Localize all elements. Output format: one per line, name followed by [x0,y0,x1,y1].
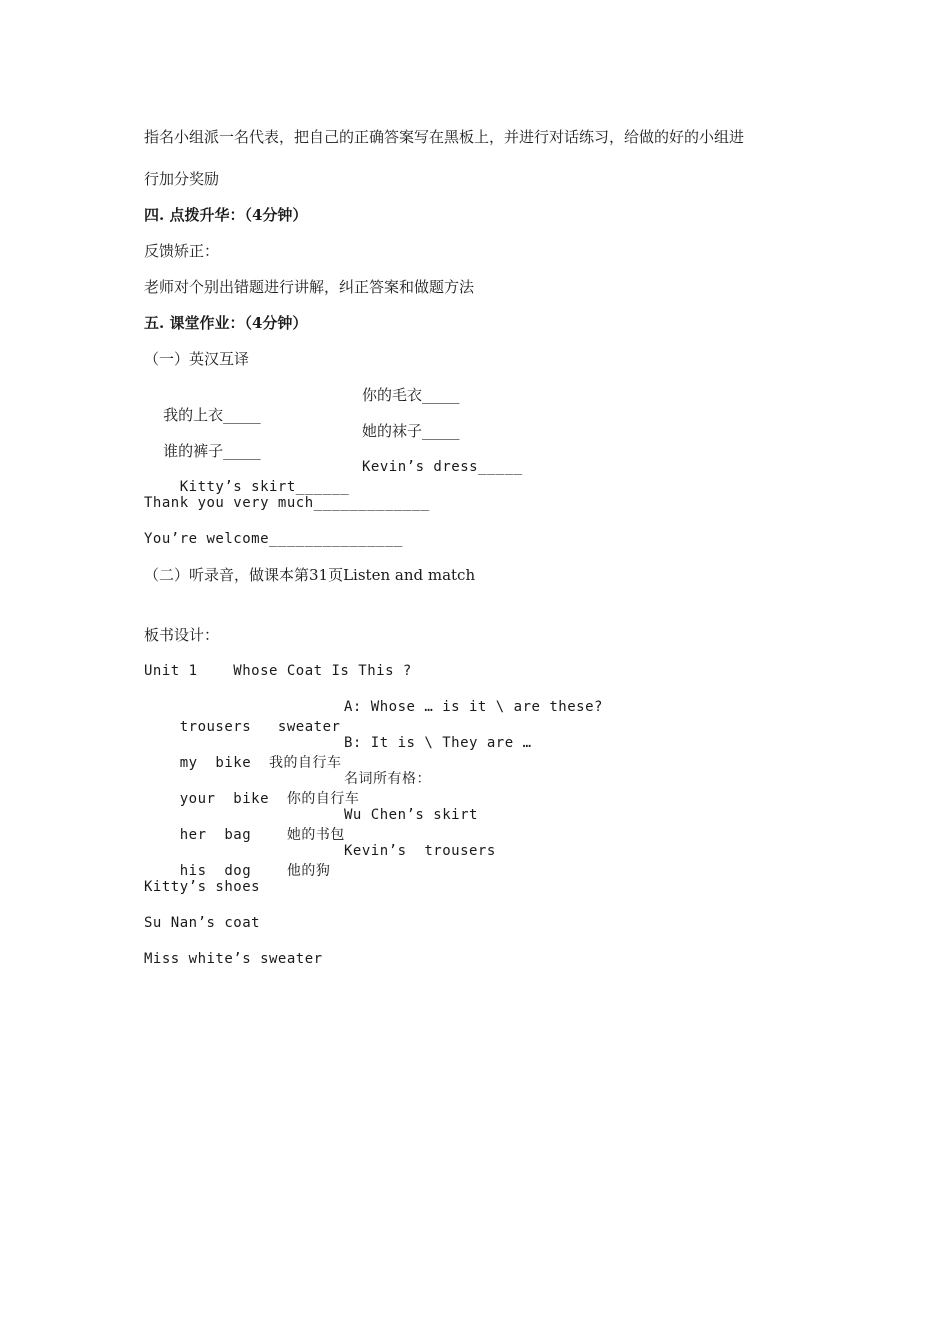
intro-line-2: 行加分奖励 [144,170,220,188]
exercise-item: 你的毛衣_____ [362,386,460,404]
board-row-left: my bike 我的自行车 [179,755,342,771]
feedback-label: 反馈矫正： [144,242,220,260]
part-2-title: （二）听录音，做课本第31页Listen and match [144,566,476,584]
board-row-right: Kevin’s trousers [344,843,496,859]
exercise-item: 我的上衣_____ [163,406,261,424]
board-row-right: A: Whose … is it \ are these? [344,699,603,715]
board-title: 板书设计： [144,626,220,644]
intro-line-1: 指名小组派一名代表，把自己的正确答案写在黑板上，并进行对话练习，给做的好的小组进 [144,128,745,146]
section-5-heading: 五. 课堂作业：（4分钟） [144,314,308,332]
exercise-item: 她的袜子_____ [362,422,460,440]
board-extra-line: Su Nan’s coat [144,915,261,931]
part-1-title: （一）英汉互译 [144,350,250,368]
board-row-right: 名词所有格： [344,771,431,787]
exercise-phrase: Thank you very much_____________ [144,495,430,511]
board-row-right: Wu Chen’s skirt [344,807,478,823]
board-extra-line: Miss white’s sweater [144,951,323,967]
feedback-text: 老师对个别出错题进行讲解，纠正答案和做题方法 [144,278,475,296]
board-row-left: trousers sweater [179,719,341,735]
exercise-item: 谁的裤子_____ [163,442,261,460]
board-row-right: B: It is \ They are … [344,735,532,751]
exercise-item: Kevin’s dress_____ [362,459,523,475]
section-4-heading: 四. 点拨升华：（4分钟） [144,206,308,224]
board-row-left: your bike 你的自行车 [179,791,360,807]
board-unit: Unit 1 Whose Coat Is This ? [144,663,412,679]
exercise-phrase: You’re welcome_______________ [144,531,403,547]
board-row-left: his dog 他的狗 [179,863,331,879]
exercise-item: Kitty’s skirt______ [179,479,350,495]
board-extra-line: Kitty’s shoes [144,879,261,895]
board-row-left: her bag 她的书包 [179,827,345,843]
